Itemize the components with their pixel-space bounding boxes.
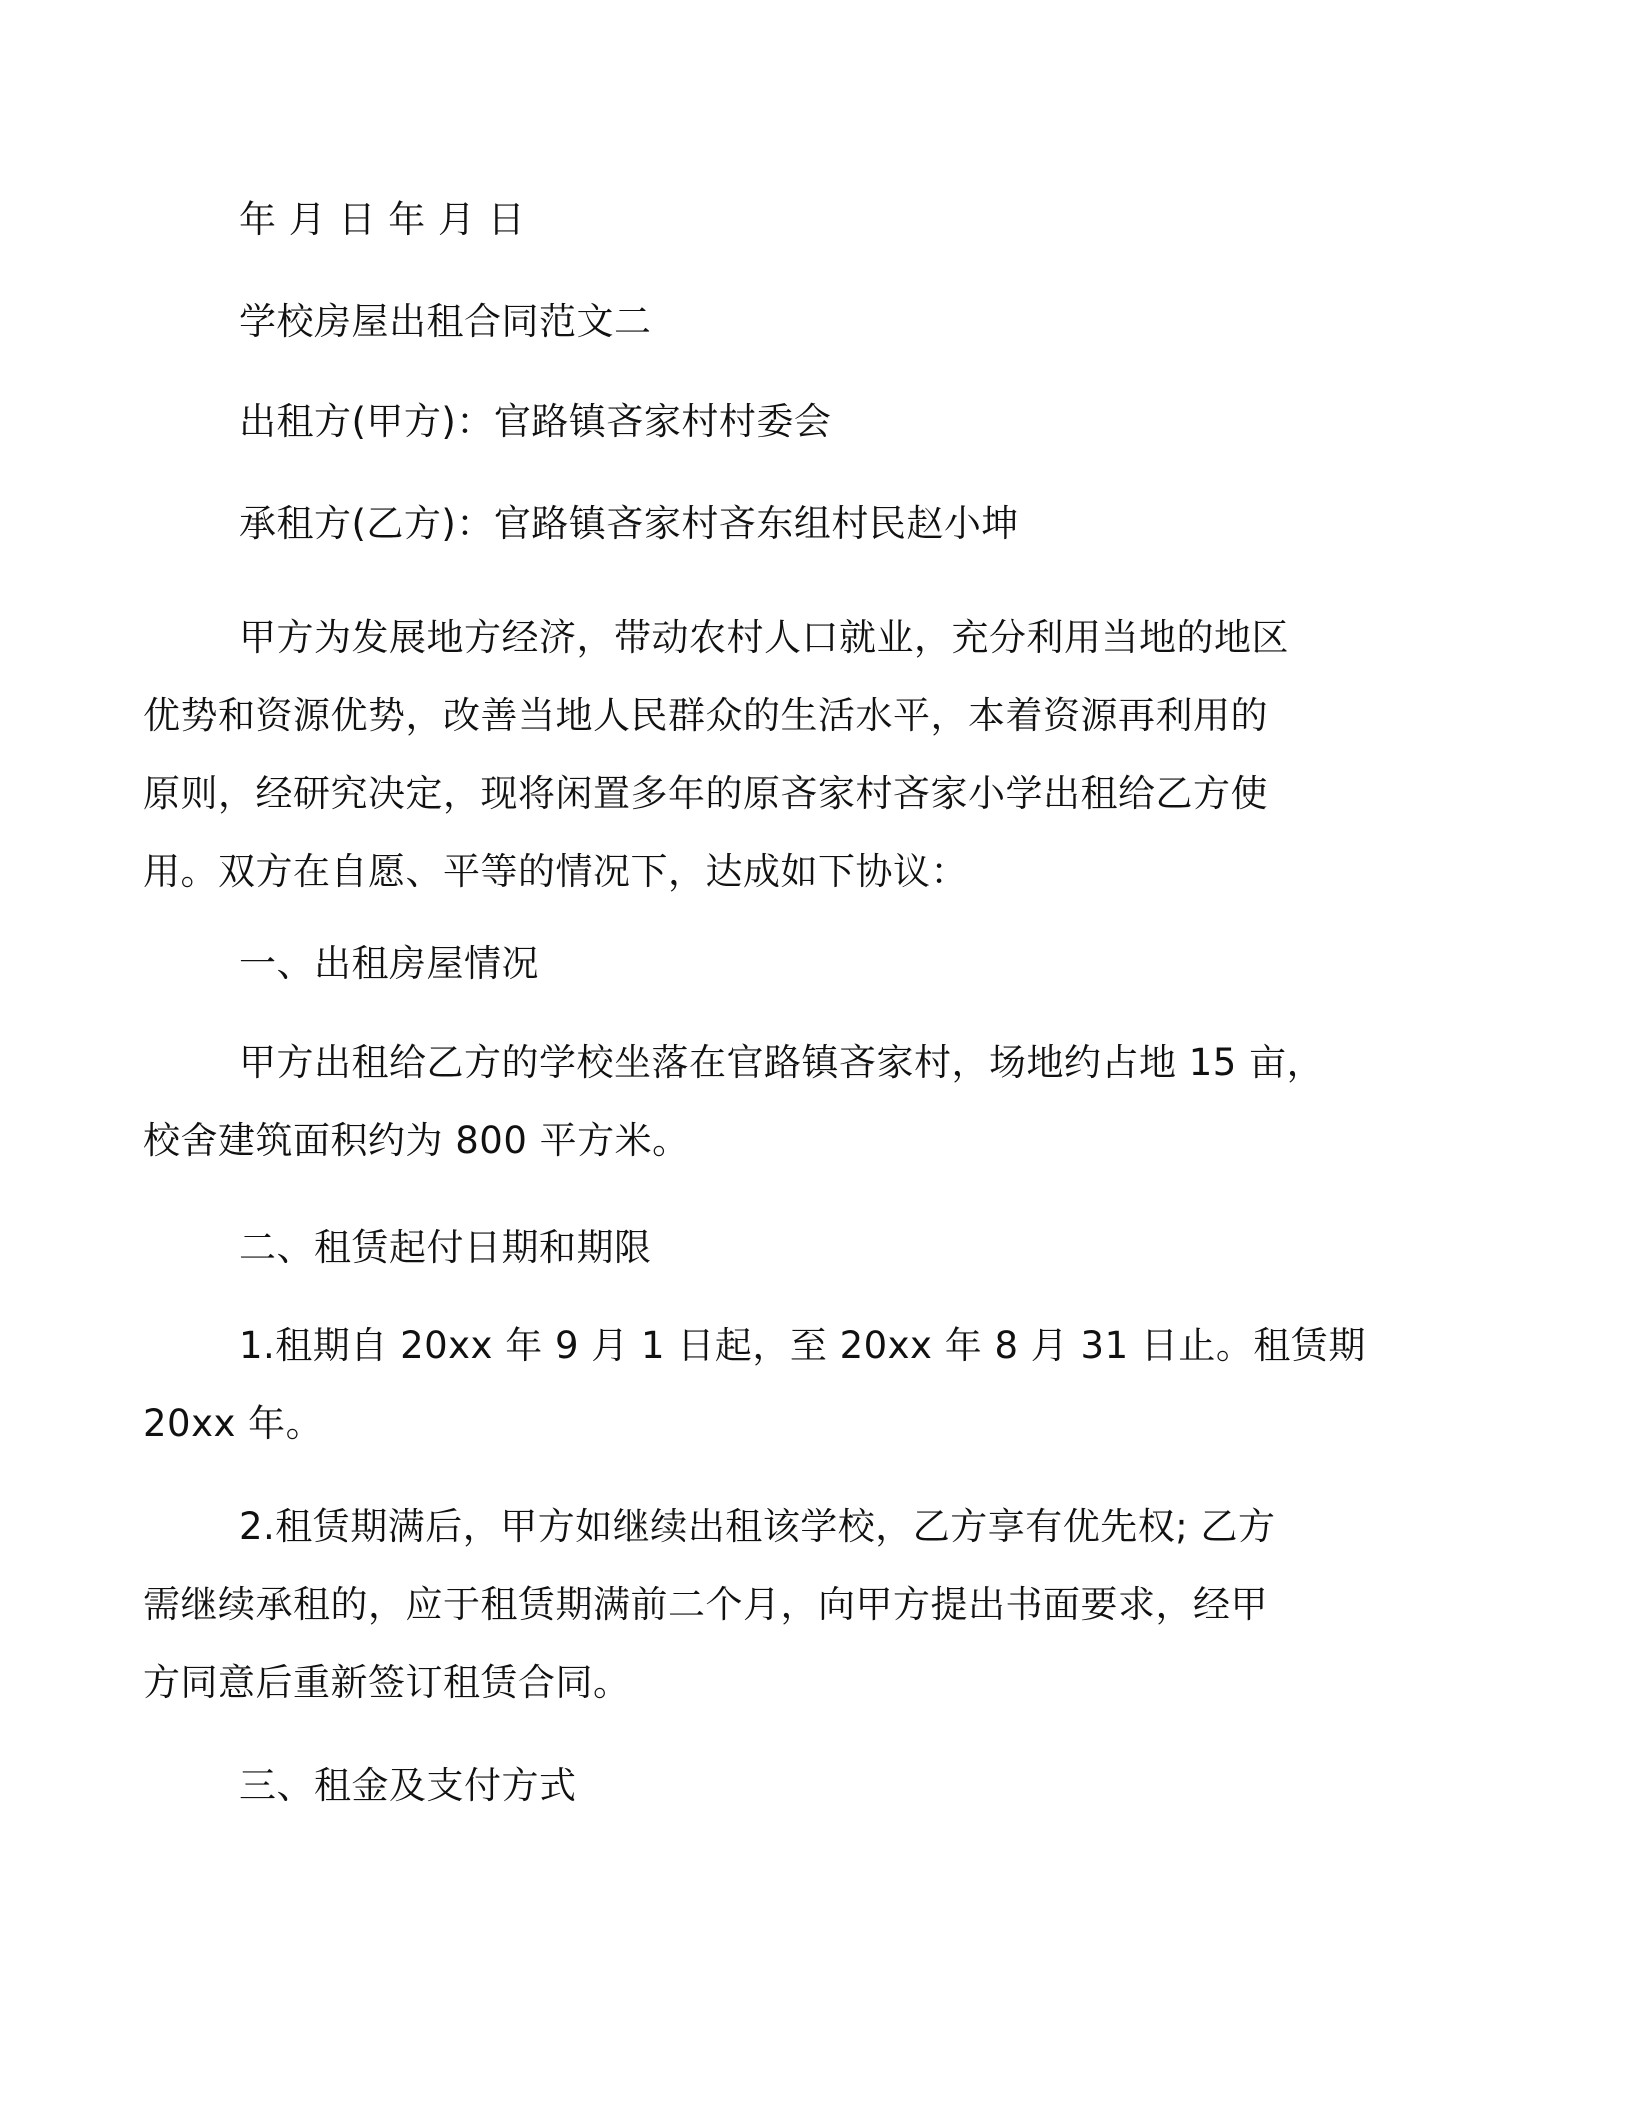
item2-paragraph — [143, 1488, 1399, 1722]
item1-paragraph — [143, 1307, 1399, 1463]
intro-line: 用。双方在自愿、平等的情况下，达成如下协议： — [143, 850, 968, 893]
lessee-line: 承租方(乙方)：官路镇吝家村吝东组村民赵小坤 — [239, 502, 1019, 545]
item2-line: 2.租赁期满后，甲方如继续出租该学校，乙方享有优先权; 乙方 — [239, 1505, 1276, 1548]
section1-heading: 一、出租房屋情况 — [239, 942, 539, 985]
section1-paragraph — [143, 1024, 1399, 1180]
section1-line: 校舍建筑面积约为 800 平方米。 — [143, 1119, 690, 1162]
section2-heading: 二、租赁起付日期和期限 — [239, 1226, 652, 1269]
document-title: 学校房屋出租合同范文二 — [239, 300, 652, 343]
item1-line: 1.租期自 20xx 年 9 月 1 日起，至 20xx 年 8 月 31 日止。租赁期 — [239, 1324, 1366, 1367]
item2-line: 需继续承租的，应于租赁期满前二个月，向甲方提出书面要求，经甲 — [143, 1583, 1268, 1626]
intro-line: 甲方为发展地方经济，带动农村人口就业，充分利用当地的地区 — [239, 616, 1289, 659]
intro-line: 优势和资源优势，改善当地人民群众的生活水平，本着资源再利用的 — [143, 694, 1268, 737]
intro-line: 原则，经研究决定，现将闲置多年的原吝家村吝家小学出租给乙方使 — [143, 772, 1268, 815]
date-line: 年 月 日 年 月 日 — [239, 198, 526, 241]
intro-paragraph — [143, 599, 1399, 911]
section3-heading: 三、租金及支付方式 — [239, 1764, 577, 1807]
item1-line: 20xx 年。 — [143, 1402, 324, 1445]
section1-line: 甲方出租给乙方的学校坐落在官路镇吝家村，场地约占地 15 亩， — [239, 1041, 1325, 1084]
item2-line: 方同意后重新签订租赁合同。 — [143, 1661, 631, 1704]
lessor-line: 出租方(甲方)：官路镇吝家村村委会 — [239, 400, 832, 443]
